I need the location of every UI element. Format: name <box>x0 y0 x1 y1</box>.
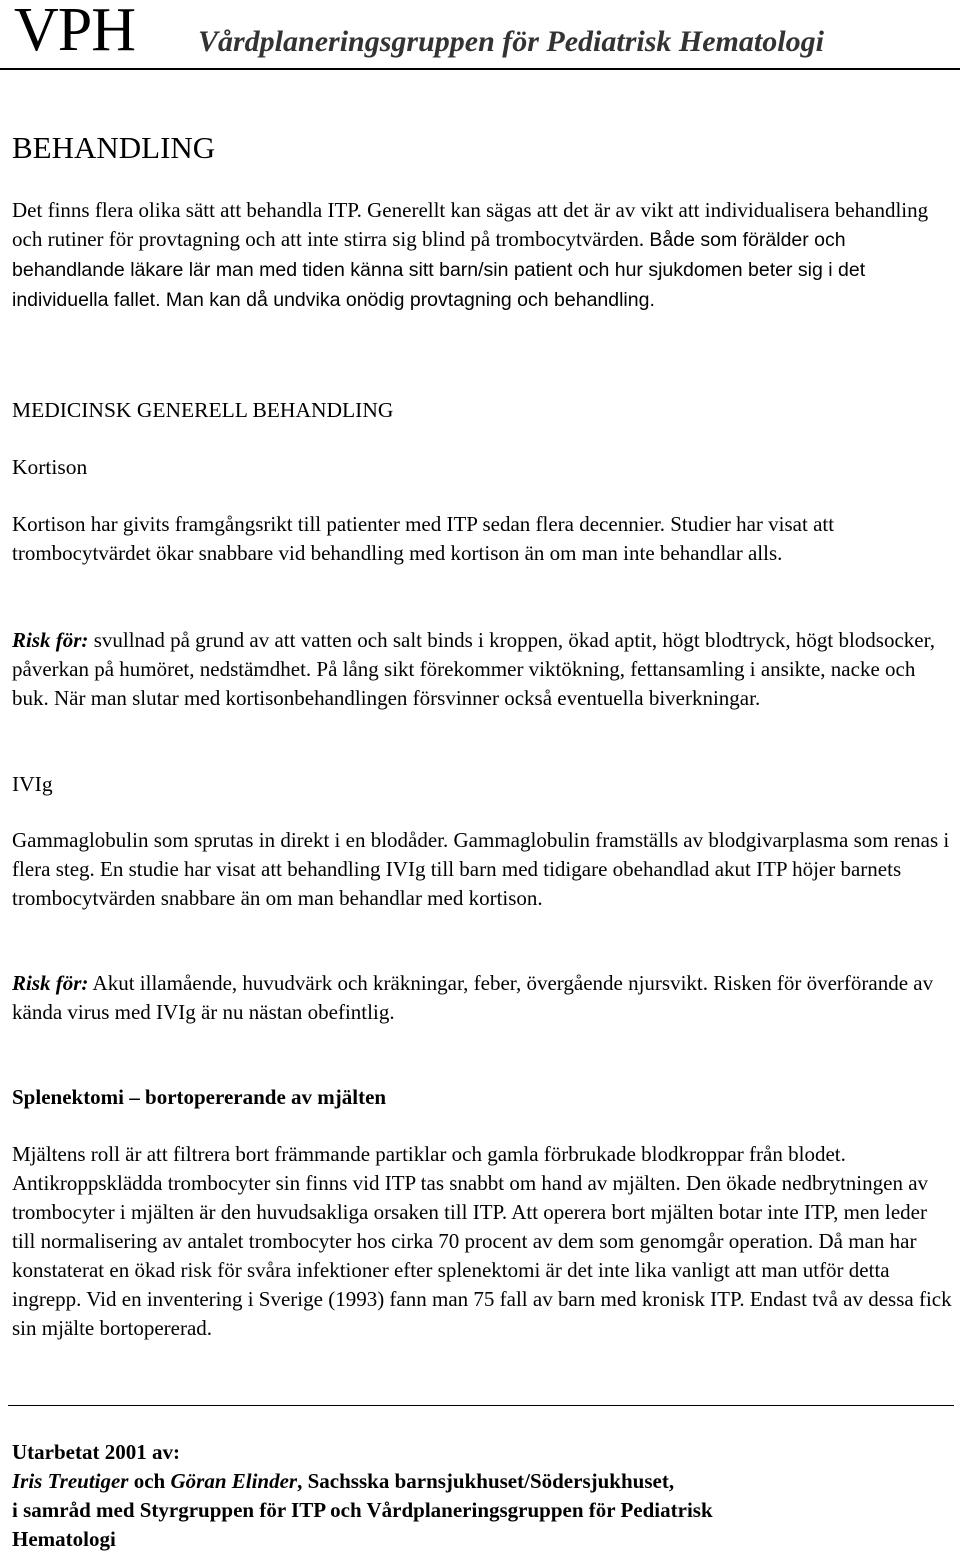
footer-label: Utarbetat 2001 av: <box>12 1440 180 1464</box>
footer-collaboration-line: i samråd med Styrgruppen för ITP och Vårdplaneringsgruppen för Pediatrisk <box>12 1498 713 1522</box>
page-header <box>0 0 960 72</box>
splenectomy-paragraph: Mjältens roll är att filtrera bort främmande partiklar och gamla förbrukade blodkroppar från blodet. Antikroppsklädda trombocyter sin finns vid ITP tas snabbt om hand av mjälten. Den ökade nedbrytningen av trombocyter i mjälten är den huvudsakliga orsaken till ITP. Att operera bort mjälten botar inte ITP, men leder till normalisering av antalet trombocyter hos cirka 70 procent av dem som genomgår operation. Då man har konstaterat en ökad risk för svåra infektioner efter splenektomi är det inte lika vanligt att man utför detta ingrepp. Vid en inventering i Sverige (1993) fann man 75 fall av barn med kronisk ITP. Endast två av dessa fick sin mjälte bortopererad. <box>12 1142 952 1340</box>
intro-text-serif: Det finns flera olika sätt att behandla ITP. Generellt kan sägas att det är av vikt att individualisera behandling och rutiner för provtagning och att inte stirra sig blind på trombocytvärden. <box>12 198 929 251</box>
author-affiliation: , Sachsska barnsjukhuset/Södersjukhuset, <box>297 1469 675 1493</box>
page-title: BEHANDLING <box>12 130 216 165</box>
subheading-kortison: Kortison <box>12 455 88 479</box>
risk-label: Risk för: <box>12 971 89 995</box>
section-heading-splenectomy: Splenektomi – bortopererande av mjälten <box>12 1085 387 1109</box>
ivig-paragraph: Gammaglobulin som sprutas in direkt i en blodåder. Gammaglobulin framställs av blodgivarplasma som renas i flera steg. En studie har visat att behandling IVIg till barn med tidigare obehandlad akut ITP höjer barnets trombocytvärden snabbare än om man behandlar med kortison. <box>12 828 950 910</box>
section-heading-medical: MEDICINSK GENERELL BEHANDLING <box>12 398 394 422</box>
risk-label: Risk för: <box>12 628 89 652</box>
author-name: Göran Elinder <box>170 1469 298 1493</box>
footer-divider <box>8 1405 954 1406</box>
footer-authors-line <box>12 1467 952 1496</box>
ivig-risk-paragraph <box>12 969 952 1027</box>
risk-text: Akut illamående, huvudvärk och kräkningar, feber, övergående njursvikt. Risken för överförande av kända virus med IVIg är nu nästan obefintlig. <box>12 971 934 1024</box>
header-divider <box>0 68 960 70</box>
author-conjunction: och <box>128 1469 171 1493</box>
kortison-risk-paragraph <box>12 626 952 713</box>
footer-collaboration-line: Hematologi <box>12 1527 116 1551</box>
intro-text-sans: Både som förälder och behandlande läkare lär man med tiden känna sitt barn/sin patient och hur sjukdomen beter sig i det individuella fallet. Man kan då undvika onödig provtagning och behandling. <box>12 229 866 311</box>
author-name: Iris Treutiger <box>12 1469 129 1493</box>
kortison-paragraph: Kortison har givits framgångsrikt till patienter med ITP sedan flera decennier. Studier har visat att trombocytvärdet ökar snabbare vid behandling med kortison än om man inte behandlar alls. <box>12 512 835 565</box>
footer-credits <box>12 1438 952 1554</box>
intro-paragraph <box>12 196 952 315</box>
risk-text: svullnad på grund av att vatten och salt binds i kroppen, ökad aptit, högt blodtryck, högt blodsocker, påverkan på humöret, nedstämdhet. På lång sikt förekommer viktökning, fettansamling i ansikte, nacke och buk. När man slutar med kortisonbehandlingen försvinner också eventuella biverkningar. <box>12 628 936 710</box>
logo-vph: VPH <box>14 0 136 64</box>
organization-name: Vårdplaneringsgruppen för Pediatrisk Hematologi <box>198 25 824 58</box>
subheading-ivig: IVIg <box>12 772 53 796</box>
